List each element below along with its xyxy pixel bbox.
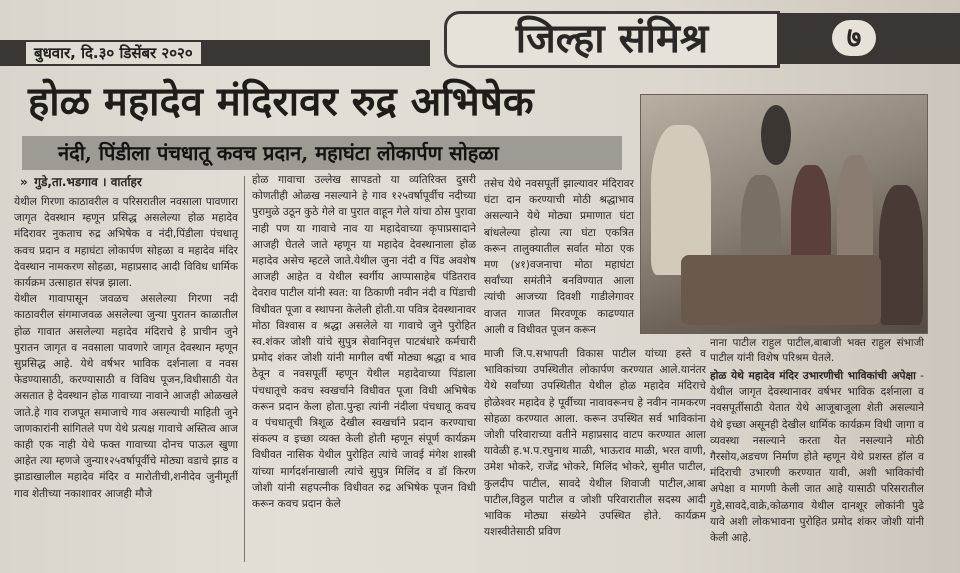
article-subheadline: नंदी, पिंडीला पंचधातू कवच प्रदान, महाघंटा लोकार्पण सोहळा: [22, 136, 622, 170]
issue-date: बुधवार, दि.३० डिसेंबर २०२०: [26, 42, 201, 64]
column-divider: [244, 176, 245, 562]
photo-altar: [681, 255, 881, 325]
byline: [20, 172, 250, 192]
paragraph: [710, 368, 924, 546]
section-title: जिल्हा संमिश्र: [444, 11, 780, 68]
photo-caption: नाना पाटील राहुल पाटील,बाबाजी भक्त राहुल संभाजी पाटील यांनी विशेष परिश्रम घेतले.: [710, 337, 924, 364]
article-column-4: [710, 368, 924, 562]
article-column-3-continued: [484, 346, 706, 562]
photo-figure: [651, 125, 711, 275]
paragraph: तसेच येथे नवसपूर्ती झाल्यावर मंदिरावर घंटा दान करण्याची मोठी श्रद्धाभाव असल्याने येथे मोठ्या प्रमाणात घंटा बांधलेल्या होत्या त्या घंटा एकत्रित करून तालुक्यातील सर्वात मोठा एक मण (४१)वजनाचा मोठा महाघंटा सर्वांच्या समंतीने बनविण्यात आला त्यांची आजच्या दिवशी गाडीलेगावर वाजत गाजत मिरवणूक काढण्यात आली व विधीवत पूजन करून: [484, 178, 634, 336]
photo-bell: [761, 105, 791, 165]
photo-figure: [879, 185, 923, 325]
paragraph: येथील गावापासून जवळच असलेल्या गिरणा नदी काठावरील संगमाजवळ असलेल्या जुन्या पुरातन काळातील होळ गावात असलेल्या महादेव मंदिराचे हे प्राचीन जुने पुरातन जागृत व नवसाला पावणारे जागृत देवस्थान म्हणून सुप्रसिद्ध आहे. येथे वर्षभर भाविक दर्शनाला व नवस फेडण्यासाठी, करण्यासाठी व विविध पूजन,विधीसाठी येत असतात हे देवस्थान होळ गावाच्या नावाने आजही ओळखले जाते.हे गाव राजपूत समाजाचे गाव असल्याची माहिती जुने जाणकारांनी सांगितले पण येथे प्रत्यक्ष गावाचे अस्तित्व आज काही एक नाही येथे फक्त गावाच्या दोनच पाऊल खुणा आहेत त्या म्हणजे जुन्या१२५वर्षापूर्वीचे मोठ्या वडाचे झाड व झाडाखालील महादेव मंदिर व मारोतीची,शनीदेव जुनीमूर्ती गाव शेतीच्या नकाशावर आजही मौजे: [14, 293, 238, 500]
paragraph: माजी जि.प.सभापती विकास पाटील यांच्या हस्ते व भाविकांच्या उपस्थितीत लोकार्पण करण्यात आले.यानंतर येथे सर्वांच्या उपस्थितीत येथील होळ महादेव मंदिराचे होळेश्वर महादेव हे पूर्वीच्या नावावरूनच हे नवीन नामकरण सोहळा करण्यात आला. करून उपस्थित सर्व भाविकांना जोशी परिवाराच्या वतीने महाप्रसाद वाटप करण्यात आला यावेळी ह.भ.प.रघुनाथ माळी, भाऊराव माळी, भरत वाणी, उमेश भोकरे, राजेंद्र भोकरे, मिलिंद भोकरे, सुमीत पाटील, कुलदीप पाटील, सावदे येथील शिवाजी पाटील,आबा पाटील,विठ्ठल पाटील व जोशी परिवारातील सदस्य आदी भाविक मोठ्या संख्येने उपस्थित होते. कार्यक्रम यशस्वीतेसाठी प्रविण: [484, 348, 706, 539]
article-headline: होळ महादेव मंदिरावर रुद्र अभिषेक: [28, 78, 534, 125]
article-column-3: [484, 176, 634, 344]
page-number: ७: [832, 20, 876, 56]
paragraph: येथील गिरणा काठावरील व परिसरातील नवसाला पावणारा जागृत देवस्थान म्हणून प्रसिद्ध असलेल्या होळ महादेव मंदिरावर नुकताच रुद्र अभिषेक व नंदी,पिंडीला पंचधातू कवच प्रदान व महाघंटा लोकार्पण सोहळा व महादेव मंदिर देवस्थान नामकरण सोहळा, महाप्रसाद आदी विविध धार्मिक कार्यक्रम उत्साहात संपन्न झाला.: [14, 196, 238, 290]
article-column-1: [14, 194, 238, 560]
article-column-2: [252, 172, 476, 562]
byline-text: गुडे,ता.भडगाव । वार्ताहर: [34, 175, 142, 189]
paragraph: होळ गावाचा उल्लेख सापडतो या व्यतिरिक्त दुसरी कोणतीही ओळख नसल्याने हे गाव १२५वर्षापूर्वीच नदीच्या पुरामुळे उठून कुठे गेले वा पुरात वाहून गेले यांचा ठोस पुरावा नाही पण या गावाचे नाव या महादेवाच्या कृपाप्रसादाने आजही घेतले जाते म्हणून या महादेव देवस्थानाला होळ महादेव असेच म्हटले जाते.येथील जुना नंदी व पिंड अवशेष आजही आहेत व येथील स्वर्गीय आप्पासाहेब पंडितराव देवराव पाटील यांनी स्वत: या ठिकाणी नवीन नंदी व पिंडाची विधीवत पूजा व स्थापना केलेली होती.या पवित्र देवस्थानावर मोठा विश्वास व श्रद्धा असलेले या गावाचे जुने पुरोहित स्व.शंकर जोशी यांचे सुपुत्र सेवानिवृत्त पाटबंधारे कर्मचारी प्रमोद शंकर जोशी यांनी मागील वर्षी मोठ्या श्रद्धा व भाव ठेवून व नवसपूर्ती म्हणून येथील महादेवाच्या पिंडाला पंचधातूचे कवच स्वखर्चाने विधीवत पूजा विधी अभिषेक करून प्रदान केला होता.पुन्हा त्यांनी नंदीला पंचधातू कवच व पंचधातूची त्रिशूळ देखील स्वखर्चाने प्रदान करण्याचा संकल्प व इच्छा व्यक्त केली होती म्हणून संपूर्ण कार्यक्रम विधीवत नासिक येथील पुरोहित त्यांचे जावई मंगेश शास्त्री यांच्या मार्गदर्शनाखाली त्यांचे सुपुत्र मिलिंद व डॉ किरण जोशी यांनी सहपत्नीक विधीवत रुद्र अभिषेक पूजन विधी करून कवच प्रदान केले: [252, 174, 476, 511]
subsection-lead: होळ येथे महादेव मंदिर उभारणीची भाविकांची अपेक्षा: [710, 370, 916, 382]
double-chevron-icon: »: [20, 175, 28, 189]
event-photo: [640, 94, 928, 334]
subsection-body: - येथील जागृत देवस्थानावर वर्षभर भाविक दर्शनाला व नवसपूर्तीसाठी येतात येथे आजूबाजूला शेती असल्याने येथे इच्छा असूनही देखील धार्मिक कार्यक्रम विधी जागा व व्यवस्था नसल्याने करता येत नसल्याने मोठी गैरसोय,अडचण निर्माण होते म्हणून येथे प्रशस्त हॉल व मंदिराची उभारणी करण्यात यावी, अशी भाविकांची अपेक्षा व मागणी केली जात आहे यासाठी परिसरातील गुडे,सावदे,वाक्रे,कोळगाव येथील दानशूर लोकांनी पुढे यावे अशी लोकभावना पुरोहित प्रमोद शंकर जोशी यांनी केली आहे.: [710, 370, 924, 545]
